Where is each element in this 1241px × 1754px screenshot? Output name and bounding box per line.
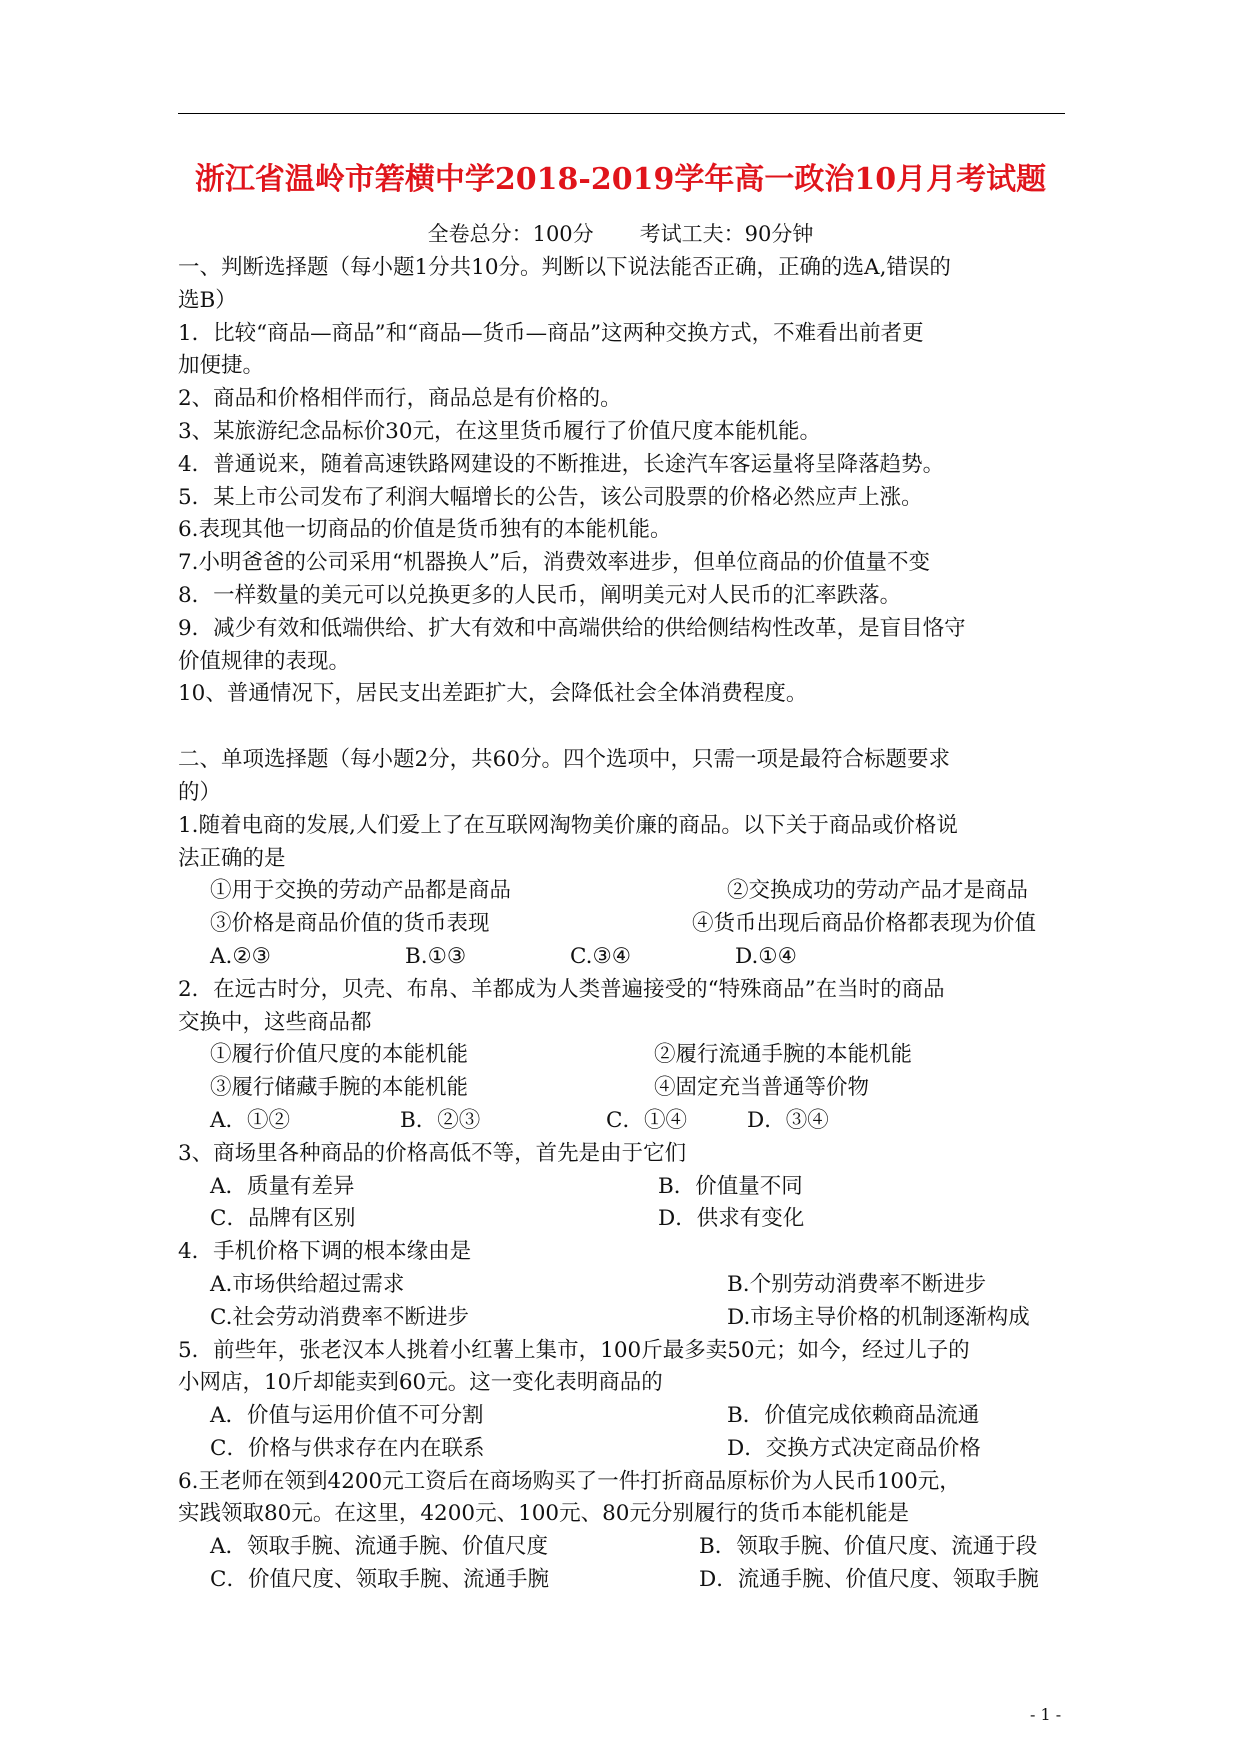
section-heading: 二、单项选择题（每小题2分，共60分。四个选项中，只需一项是最符合标题要求 [178, 747, 951, 773]
statement: ②履行流通手腕的本能机能 [654, 1042, 913, 1068]
statement: ④固定充当普通等价物 [654, 1075, 870, 1101]
question-line: 1．比较“商品—商品”和“商品—货币—商品”这两种交换方式，不难看出前者更 [178, 320, 924, 346]
option-c: C．①④ [606, 1107, 687, 1133]
question-line: 10、普通情况下，居民支出差距扩大，会降低社会全体消费程度。 [178, 681, 808, 707]
option-a: A．价值与运用价值不可分割 [210, 1403, 484, 1429]
question-line: 价值规律的表现。 [178, 648, 351, 674]
question-line: 7.小明爸爸的公司采用“机器换人”后，消费效率进步，但单位商品的价值量不变 [178, 550, 930, 576]
option-b: B．价值量不同 [658, 1173, 803, 1199]
options-row [178, 1171, 1093, 1204]
question-stem: 2．在远古时分，贝壳、布帛、羊都成为人类普遍接受的“特殊商品”在当时的商品 [178, 976, 945, 1002]
statement: ②交换成功的劳动产品才是商品 [727, 878, 1029, 904]
options-row [178, 1564, 1093, 1597]
question-line: 3、某旅游纪念品标价30元，在这里货币履行了价值尺度本能机能。 [178, 418, 822, 444]
question-line: 9．减少有效和低端供给、扩大有效和中高端供给的供给侧结构性改革，是盲目恪守 [178, 615, 966, 641]
option-d: D.市场主导价格的机制逐渐构成 [727, 1304, 1030, 1330]
exam-time: 考试工夫：90分钟 [639, 222, 814, 246]
options-row [178, 1105, 1093, 1138]
question-stem-cont: 小网店，10斤却能卖到60元。这一变化表明商品的 [178, 1370, 663, 1396]
exam-info [0, 219, 1241, 249]
statement: ④货币出现后商品价格都表现为价值 [692, 911, 1037, 937]
statement: ③价格是商品价值的货币表现 [210, 911, 490, 937]
options-row [178, 1531, 1093, 1564]
option-b: B．领取手腕、价值尺度、流通于段 [699, 1534, 1038, 1560]
question-stem: 6.王老师在领到4200元工资后在商场购买了一件打折商品原标价为人民币100元， [178, 1468, 961, 1494]
option-d: D．流通手腕、价值尺度、领取手腕 [699, 1567, 1039, 1593]
option-b: B．价值完成依赖商品流通 [727, 1403, 980, 1429]
statement-row [178, 875, 1093, 908]
statement-row [178, 1072, 1093, 1105]
option-c: C.社会劳动消费率不断进步 [210, 1304, 470, 1330]
option-a: A.②③ [210, 943, 271, 969]
question-line: 6.表现其他一切商品的价值是货币独有的本能机能。 [178, 517, 672, 543]
total-score: 全卷总分：100分 [427, 222, 594, 246]
question-stem-cont: 法正确的是 [178, 845, 286, 871]
option-c: C．价格与供求存在内在联系 [210, 1435, 485, 1461]
options-row [178, 1269, 1093, 1302]
question-stem-cont: 交换中，这些商品都 [178, 1009, 372, 1035]
question-stem-cont: 实践领取80元。在这里，4200元、100元、80元分别履行的货币本能机能是 [178, 1501, 909, 1527]
option-b: B.①③ [405, 943, 467, 969]
question-stem: 4．手机价格下调的根本缘由是 [178, 1239, 472, 1265]
header-rule [178, 113, 1065, 114]
statement: ③履行储藏手腕的本能机能 [210, 1075, 469, 1101]
option-d: D．③④ [747, 1107, 829, 1133]
question-line: 加便捷。 [178, 353, 265, 379]
option-a: A．①② [210, 1107, 291, 1133]
question-stem: 5．前些年，张老汉本人挑着小红薯上集市，100斤最多卖50元；如今，经过儿子的 [178, 1337, 970, 1363]
options-row [178, 941, 1093, 974]
statement-row [178, 1039, 1093, 1072]
options-row [178, 1400, 1093, 1433]
option-c: C．品牌有区别 [210, 1206, 356, 1232]
option-c: C.③④ [570, 943, 632, 969]
section-single-choice [178, 744, 1093, 1597]
question-line: 4．普通说来，随着高速铁路网建设的不断推进，长途汽车客运量将呈降落趋势。 [178, 451, 945, 477]
option-d: D.①④ [735, 943, 797, 969]
exam-title: 浙江省温岭市箬横中学2018-2019学年高一政治10月月考试题 [194, 162, 1047, 197]
question-line: 2、商品和价格相伴而行，商品总是有价格的。 [178, 386, 622, 412]
option-a: A．质量有差异 [210, 1173, 355, 1199]
statement: ①用于交换的劳动产品都是商品 [210, 878, 512, 904]
option-b: B.个别劳动消费率不断进步 [727, 1271, 987, 1297]
options-row [178, 1203, 1093, 1236]
statement: ①履行价值尺度的本能机能 [210, 1042, 469, 1068]
option-a: A．领取手腕、流通手腕、价值尺度 [210, 1534, 549, 1560]
option-d: D．供求有变化 [658, 1206, 805, 1232]
section-judgement [178, 252, 1093, 711]
page-number: - 1 - [1030, 1705, 1062, 1724]
question-stem: 1.随着电商的发展,人们爱上了在互联网淘物美价廉的商品。以下关于商品或价格说 [178, 812, 958, 838]
option-c: C．价值尺度、领取手腕、流通手腕 [210, 1567, 549, 1593]
statement-row [178, 908, 1093, 941]
section-heading: 一、判断选择题（每小题1分共10分。判断以下说法能否正确，正确的选A,错误的 [178, 255, 951, 280]
option-a: A.市场供给超过需求 [210, 1271, 405, 1297]
option-d: D．交换方式决定商品价格 [727, 1435, 981, 1461]
exam-body [178, 252, 1093, 1597]
question-line: 8．一样数量的美元可以兑换更多的人民币，阐明美元对人民币的汇率跌落。 [178, 582, 902, 608]
question-line: 5．某上市公司发布了利润大幅增长的公告，该公司股票的价格必然应声上涨。 [178, 484, 923, 510]
option-b: B．②③ [400, 1107, 481, 1133]
options-row [178, 1302, 1093, 1335]
options-row [178, 1433, 1093, 1466]
section-heading-cont: 选B） [178, 287, 237, 313]
section-heading-cont: 的） [178, 779, 222, 805]
question-stem: 3、商场里各种商品的价格高低不等，首先是由于它们 [178, 1140, 687, 1166]
